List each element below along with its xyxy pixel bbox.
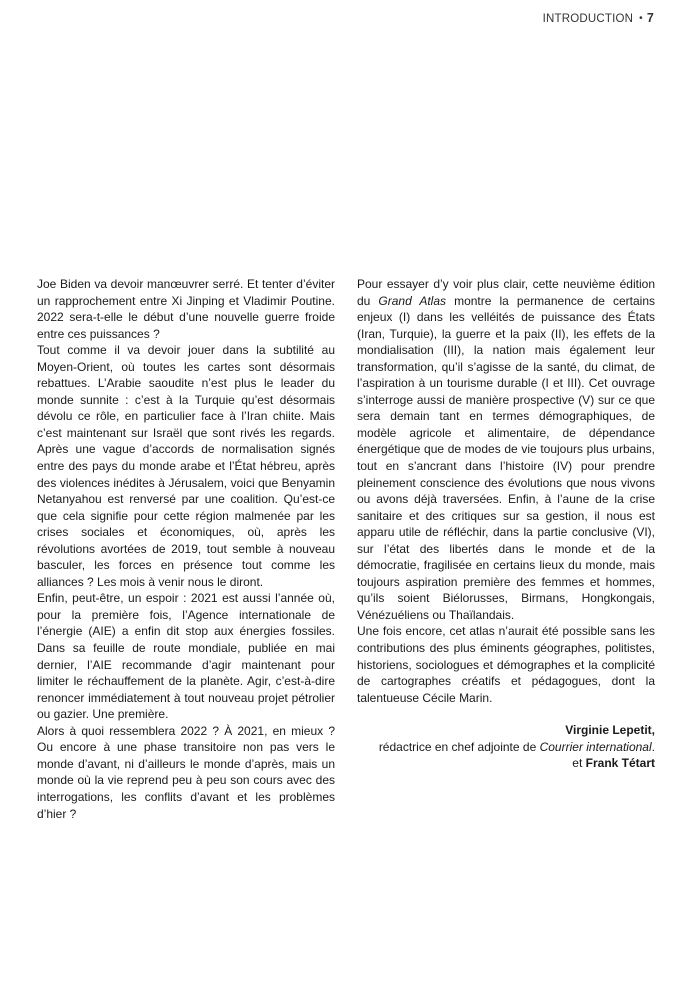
role-suffix: . (651, 739, 655, 754)
paragraph: Tout comme il va devoir jouer dans la subtilité au Moyen-Orient, où toutes les cartes sont désormais rebattues. L’Arabie saoudite n’est plus le leader du monde sunnite : c’est à la Turquie qu’est désormais dévolu ce rôle, en particulier face à l’Iran chiite. Mais c’est maintenant sur Israël que sont rivés les regards. Après une vague d’accords de normalisation signés entre des pays du monde arabe et l’État hébreu, après des violences inédites à Jérusalem, voici que Benyamin Netanyahou est renversé par une coalition. Qu’est-ce que cela signifie pour cette région malmenée par les crises sociales et économiques, où, après les révolutions avortées de 2019, tout semble à nouveau basculer, les forces en présence tout comme les alliances ? Les mois à venir nous le diront. (37, 343, 335, 589)
role-text: rédactrice en chef adjointe de (378, 739, 540, 754)
author-name: Virginie Lepetit, (565, 723, 655, 738)
right-column (357, 276, 655, 772)
author-role (357, 739, 655, 756)
paragraph (357, 276, 655, 623)
publication-title: Courrier international (539, 739, 652, 754)
text-run: montre la permanence de certains enjeux (I) dans les velléités de puissance des États (Iran, Turquie), la guerre et la paix (II), les effets de la mondialisation (III), la nation mais également leur transformation, qu’il s’agisse de la santé, du climat, de l’aspiration à un tourisme durable (I et III). Cet ouvrage s’interroge aussi de manière prospective (V) sur ce que sera demain tant en termes démographiques, de modèle agricole et alimentaire, de dépendance énergétique que de modes de vie toujours plus urbains, tout en s’ancrant dans l’histoire (IV) pour prendre pleinement conscience des évolutions que nous vivons ou avons déjà traversées. Enfin, à l’aune de la crise sanitaire et des critiques sur sa gestion, il nous est apparu utile de réfléchir, dans la partie conclusive (VI), sur l’état des libertés dans le monde et de la démocratie, fragilisée en certains lieux du monde, mais toujours aspiration première des femmes et hommes, qu’ils soient Biélorusses, Birmans, Hongkongais, Vénézuéliens ou Thaïlandais. (357, 293, 656, 622)
paragraph: Une fois encore, cet atlas n’aurait été possible sans les contributions des plus éminents géographes, politistes, historiens, sociologues et démographes et la complicité de cartographes créatifs et pédagogues, dont la talentueuse Cécile Marin. (357, 624, 655, 705)
author-name: Frank Tétart (585, 756, 655, 771)
connector: et (572, 756, 586, 771)
book-title: Grand Atlas (378, 293, 447, 308)
paragraph: Alors à quoi ressemblera 2022 ? À 2021, en mieux ? Ou encore à une phase transitoire non pas vers le monde d’avant, ni d’ailleurs le monde d’après, mais un monde où la vie reprend peu à peu son cours avec des interrogations, les conflits d’avant et les problèmes d’hier ? (37, 723, 335, 821)
paragraph: Joe Biden va devoir manœuvrer serré. Et tenter d’éviter un rapprochement entre Xi Jinping et Vladimir Poutine. 2022 sera-t-elle le début d’une nouvelle guerre froide entre ces puissances ? (37, 277, 335, 341)
page-number: 7 (646, 11, 654, 25)
paragraph: Enfin, peut-être, un espoir : 2021 est aussi l’année où, pour la première fois, l’Agence internationale de l’énergie (AIE) a enfin dit stop aux énergies fossiles. Dans sa feuille de route mondiale, publiée en mai dernier, l’AIE recommande d’agir maintenant pour limiter le réchauffement de la planète. Agir, c’est-à-dire renoncer immédiatement à tout nouveau projet pétrolier ou gazier. Une première. (37, 591, 335, 722)
section-title: INTRODUCTION (542, 13, 634, 25)
bullet-separator: • (639, 13, 643, 24)
running-head (543, 11, 654, 25)
left-column (37, 276, 335, 822)
text-run: Pour essayer d’y voir plus clair, cette neuvième édition du (357, 277, 655, 308)
co-author-line (357, 755, 655, 772)
signature-block (357, 722, 655, 772)
